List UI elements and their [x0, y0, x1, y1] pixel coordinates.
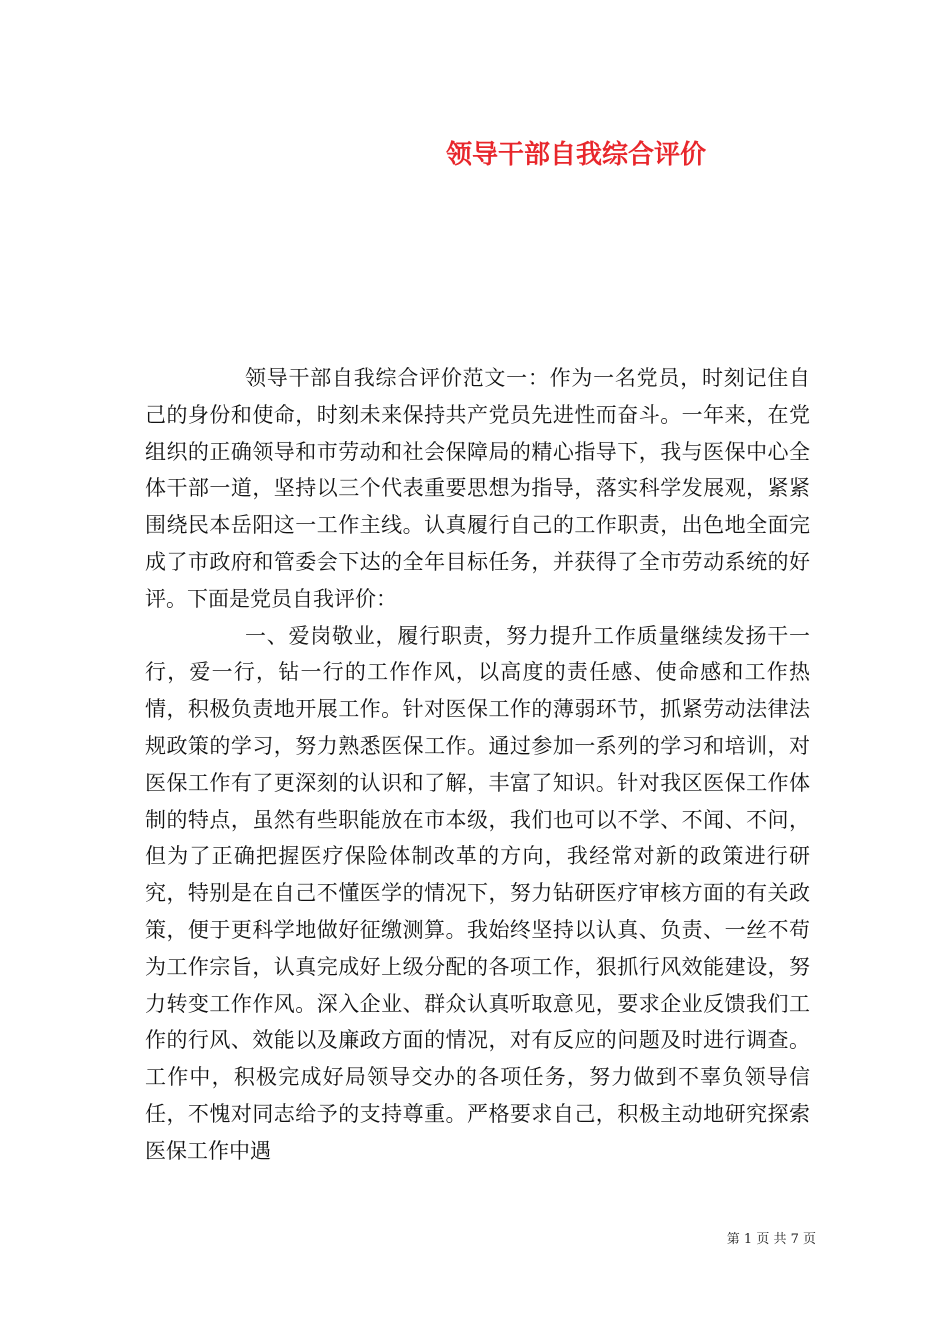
document-body: [145, 360, 810, 1170]
paragraph-intro: 领导干部自我综合评价范文一：作为一名党员，时刻记住自己的身份和使命，时刻未来保持共产党员先进性而奋斗。一年来，在党组织的正确领导和市劳动和社会保障局的精心指导下，我与医保中心全体干部一道，坚持以三个代表重要思想为指导，落实科学发展观，紧紧围绕民本岳阳这一工作主线。认真履行自己的工作职责，出色地全面完成了市政府和管委会下达的全年目标任务，并获得了全市劳动系统的好评。下面是党员自我评价：: [145, 366, 810, 611]
document-title: 领导干部自我综合评价: [446, 140, 707, 170]
paragraph-section-one: 一、爱岗敬业，履行职责，努力提升工作质量继续发扬干一行，爱一行，钻一行的工作作风，以高度的责任感、使命感和工作热情，积极负责地开展工作。针对医保工作的薄弱环节，抓紧劳动法律法规政策的学习，努力熟悉医保工作。通过参加一系列的学习和培训，对医保工作有了更深刻的认识和了解，丰富了知识。针对我区医保工作体制的特点，虽然有些职能放在市本级，我们也可以不学、不闻、不问，但为了正确把握医疗保险体制改革的方向，我经常对新的政策进行研究，特别是在自己不懂医学的情况下，努力钻研医疗审核方面的有关政策，便于更科学地做好征缴测算。我始终坚持以认真、负责、一丝不苟为工作宗旨，认真完成好上级分配的各项工作，狠抓行风效能建设，努力转变工作作风。深入企业、群众认真听取意见，要求企业反馈我们工作的行风、效能以及廉政方面的情况，对有反应的问题及时进行调查。工作中，积极完成好局领导交办的各项任务，努力做到不辜负领导信任，不愧对同志给予的支持尊重。严格要求自己，积极主动地研究探索医保工作中遇: [145, 623, 810, 1163]
title-area: [0, 0, 950, 200]
page-number-footer: 第 1 页 共 7 页: [726, 1232, 816, 1247]
